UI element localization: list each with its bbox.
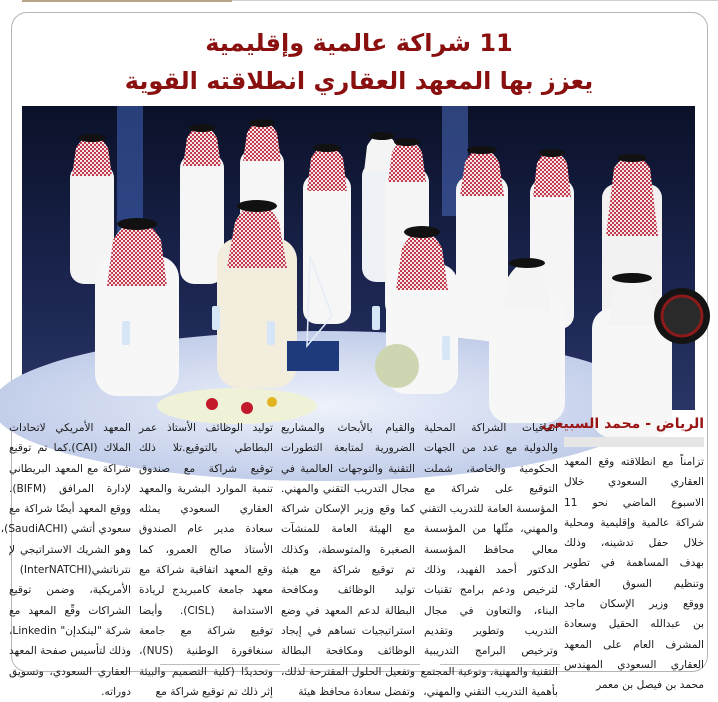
top-divider-line [232, 0, 718, 1]
article-text-line: إثر ذلك تم توقيع شراكة مع [155, 685, 273, 698]
text-column-3 [281, 418, 415, 702]
article-text-line: العقاري السعودي المهندس [564, 658, 704, 671]
headline [20, 24, 698, 100]
article-text-line: ووقع المعهد أيضًا شراكة مع [9, 503, 131, 516]
article-text-line: وتفعيل الحلول المقترحة لذلك، [281, 665, 415, 678]
article-text-line: الملاك (CAI).كما تم توقيع [9, 442, 131, 455]
article-text-line: الدكتور أحمد الفهيد، وذلك [424, 564, 558, 577]
article-text-line: سعودي أتشي (SaudiACHI)، [0, 523, 131, 536]
article-text-line: التقنية والتوجهات العالمية في [281, 462, 415, 475]
text-column-5 [0, 418, 131, 702]
article-text-line: المؤسسة العامة للتدريب التقني [419, 503, 558, 516]
text-column-2 [419, 418, 558, 702]
article-text-line: العقاري السعودي خلال [564, 476, 704, 489]
article-text-line: شراكة مع المعهد البريطاني [9, 462, 131, 475]
article-text-line: وترخيص البرامج التدريبية [424, 645, 558, 658]
headline-line-2: يعزز بها المعهد العقاري انطلاقته القوية [124, 67, 594, 95]
article-text-line: معالي محافظ المؤسسة [424, 543, 558, 556]
article-text-line: توقيع شراكة مع جامعة [139, 624, 273, 637]
article-text-line: وذلك لتأسيس صفحة المعهد [8, 645, 131, 658]
article-text-line: التدريب وتطوير وتقديم [424, 624, 558, 637]
article-text-line: والدولية مع عدد من الجهات [424, 442, 558, 455]
article-text-line: سعادة مدير عام الصندوق [139, 523, 273, 536]
article-text-line: تنمية الموارد البشرية والمعهد [139, 482, 273, 495]
article-text-line: الوظائف ومكافحة البطالة [281, 645, 415, 658]
article-text-line: بأهمية التدريب التقني والمهني، [423, 685, 558, 698]
article-text-line: الصغيرة والمتوسطة، وكذلك [281, 543, 415, 556]
text-column-1 [564, 452, 704, 696]
article-text-line: مع الهيئة العامة للمنشآت [281, 523, 415, 536]
article-text-line: شركة "لينكدإن" Linkedin، [9, 624, 131, 637]
article-text-line: المشرف العام على المعهد [564, 638, 704, 651]
byline-underbar [564, 437, 704, 447]
stage-light [117, 106, 143, 236]
camera-lens-icon [654, 288, 710, 344]
article-text-line: نترناتشي(InterNATCHI) [19, 564, 131, 577]
article-text-line: سنغافورة الوطنية (NUS)، [139, 645, 273, 658]
article-text-line: وتحديدًا (كلية التصميم والبيئة [139, 665, 273, 678]
article-text-line: تزامناً مع انطلاقته وقع المعهد [564, 456, 704, 468]
article-text-line: الاسبوع الماضي نحو 11 [564, 496, 704, 509]
article-text-line: كما وقع وزير الإسكان شراكة [281, 503, 415, 516]
article-text-line: مجال التدريب التقني والمهني. [281, 482, 415, 495]
article-text-line: توليد الوظائف الأستاذ عمر [139, 422, 273, 434]
flower-bouquet [375, 344, 419, 388]
article-text-line: الضرورية لمتابعة التطورات [281, 442, 415, 455]
plaque-box [287, 341, 339, 371]
article-text-line: استراتيجيات تساهم في إيجاد [281, 624, 415, 637]
article-text-line: والمهني، مثّلها من المؤسسة [424, 523, 558, 536]
article-text-line: التوقيع على شراكة مع [424, 482, 558, 495]
article-text-line: توقيع شراكة مع صندوق [139, 462, 273, 475]
article-text-line: وهو الشريك الاستراتيجي لإ [9, 543, 131, 556]
article-text-line: وتنظيم السوق العقاري. [564, 577, 704, 590]
article-text-line: تم توقيع شراكة مع هيئة [281, 564, 415, 577]
article-text-line: وقع المعهد اتفاقية شراكة مع [139, 564, 273, 577]
photo-illustration [22, 106, 695, 410]
article-text-line: توليد الوظائف ومكافحة [281, 584, 415, 597]
article-text-line: شراكة عالمية وإقليمية ومحلية [564, 516, 704, 529]
article-text-line: دوراته. [101, 685, 131, 698]
article-text-line: البطالة لدعم المعهد في وضع [281, 604, 415, 617]
article-text-line: الاستدامة (CISL). وأيضا [139, 604, 273, 617]
article-text-line: محمد بن فيصل بن معمر [596, 679, 704, 692]
article-text-line: المعهد الأمريكي لاتحادات [9, 422, 131, 434]
headline-line-1: 11 شراكة عالمية وإقليمية [205, 29, 513, 57]
article-text-line: ووقع وزير الإسكان ماجد [564, 598, 704, 611]
article-text-line: بن عبدالله الحقيل وسعادة [564, 618, 704, 631]
top-decorative-strip [22, 0, 232, 2]
article-text-line: بهدف المساهمة في تطوير [564, 557, 704, 570]
article-text-line: التقنية والمهنية، وتوعية المجتمع [420, 665, 558, 678]
article-text-line: لإدارة المرافق (BIFM). [9, 482, 131, 495]
article-text-line: الحكومية والخاصة، شملت [424, 462, 558, 475]
article-text-line: وتفضل سعادة محافظ هيئة [298, 685, 415, 698]
article-photo [22, 106, 695, 410]
article-text-line: البناء، والتعاون في مجال [424, 604, 558, 617]
article-text-line: اتفاقيات الشراكة المحلية [424, 422, 558, 434]
article-text-line: العقاري السعودي، وتسويق [9, 665, 131, 678]
article-text-line: والقيام بالأبحاث والمشاريع [281, 422, 415, 434]
article-text-line: العقاري السعودي يمثله [139, 503, 273, 516]
article-text-line: خلال حفل تدشينه، وذلك [564, 537, 704, 550]
article-text-line: البطاطي بالتوقيع.تلا ذلك [139, 442, 273, 455]
article-text-line: الأمريكية، وضمن توقيع [9, 584, 131, 597]
article-text-line: الشراكات وقّع المعهد مع [9, 604, 131, 617]
byline: الرياض - محمد السبيعي [541, 416, 704, 432]
article-text-line: لترخيص ودعم برامج تقنيات [424, 584, 558, 597]
article-text-line: الأستاذ صالح العمرو، كما [139, 543, 273, 556]
text-column-4 [139, 418, 273, 702]
article-text-line: معهد جامعة كامبريدج لريادة [139, 584, 273, 597]
